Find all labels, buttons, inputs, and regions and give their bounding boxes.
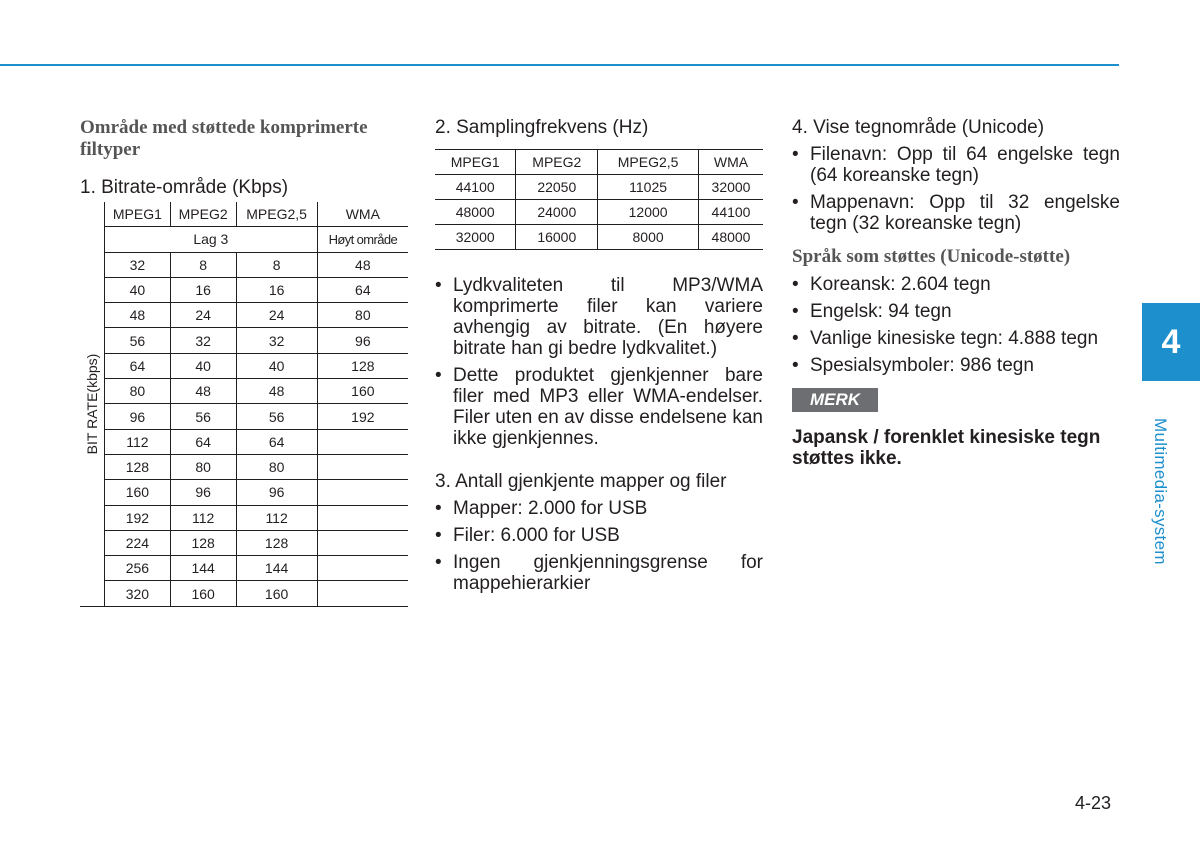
table-cell: 160 bbox=[105, 480, 171, 505]
column-2 bbox=[435, 117, 763, 600]
list-item bbox=[435, 365, 763, 449]
bullet-icon: • bbox=[792, 144, 799, 165]
table-cell: 224 bbox=[105, 530, 171, 555]
unicode-list bbox=[792, 144, 1120, 234]
bitrate-table bbox=[80, 202, 408, 607]
languages-list bbox=[792, 274, 1120, 376]
bullet-icon: • bbox=[435, 498, 442, 519]
list-item-text: Dette produktet gjenkjenner bare filer med MP3 eller WMA-endelser. Filer uten en av disse endelsene kan ikke gjenkjennes. bbox=[453, 365, 763, 449]
table-row bbox=[80, 404, 408, 429]
table-cell: 80 bbox=[317, 303, 408, 328]
column-header: MPEG1 bbox=[435, 150, 516, 175]
table-row bbox=[80, 581, 408, 606]
table-row bbox=[80, 277, 408, 302]
table-cell: 96 bbox=[317, 328, 408, 353]
list-item bbox=[435, 275, 763, 359]
table-cell: 56 bbox=[105, 328, 171, 353]
folders-subheading: 3. Antall gjenkjente mapper og filer bbox=[435, 471, 727, 492]
table-cell bbox=[317, 429, 408, 454]
table-cell: 128 bbox=[170, 530, 236, 555]
table-cell: 112 bbox=[105, 429, 171, 454]
column-header: MPEG2,5 bbox=[236, 202, 317, 227]
table-cell: 80 bbox=[105, 379, 171, 404]
chapter-tab: 4 bbox=[1142, 303, 1200, 381]
table-cell: 8 bbox=[170, 252, 236, 277]
table-cell: 32 bbox=[105, 252, 171, 277]
sampling-subheading: 2. Samplingfrekvens (Hz) bbox=[435, 117, 649, 138]
table-cell: 24 bbox=[170, 303, 236, 328]
table-cell: 64 bbox=[105, 353, 171, 378]
note-label: MERK bbox=[792, 388, 878, 412]
table-cell: 160 bbox=[317, 379, 408, 404]
table-row bbox=[435, 225, 763, 250]
bullet-icon: • bbox=[435, 275, 442, 296]
bullet-icon: • bbox=[435, 552, 442, 573]
column-header: MPEG2 bbox=[170, 202, 236, 227]
list-item bbox=[792, 355, 1120, 376]
list-item bbox=[792, 144, 1120, 186]
table-cell: 24000 bbox=[516, 200, 598, 225]
list-item bbox=[792, 301, 1120, 322]
languages-heading: Språk som støttes (Unicode-støtte) bbox=[792, 246, 1071, 267]
list-item-text: Filenavn: Opp til 64 engelske tegn (64 koreanske tegn) bbox=[810, 144, 1120, 186]
section-heading: Område med støttede komprimerte filtyper bbox=[80, 117, 368, 160]
table-cell: 8 bbox=[236, 252, 317, 277]
list-item bbox=[435, 525, 763, 546]
column-1 bbox=[80, 117, 408, 602]
table-cell: 80 bbox=[170, 454, 236, 479]
table-cell: 64 bbox=[170, 429, 236, 454]
table-cell: 48 bbox=[317, 252, 408, 277]
table-row bbox=[80, 505, 408, 530]
table-cell: 56 bbox=[170, 404, 236, 429]
table-cell: 40 bbox=[236, 353, 317, 378]
table-cell bbox=[317, 530, 408, 555]
column-header: MPEG2 bbox=[516, 150, 598, 175]
table-cell: 48000 bbox=[435, 200, 516, 225]
table-row bbox=[80, 328, 408, 353]
list-item-text: Vanlige kinesiske tegn: 4.888 tegn bbox=[810, 328, 1099, 349]
table-row bbox=[80, 379, 408, 404]
table-row bbox=[435, 200, 763, 225]
page-number: 4-23 bbox=[1075, 793, 1112, 813]
table-row bbox=[80, 480, 408, 505]
side-axis-label: BIT RATE(kbps) bbox=[84, 353, 100, 455]
column-header: WMA bbox=[317, 202, 408, 227]
unicode-subheading: 4. Vise tegnområde (Unicode) bbox=[792, 117, 1045, 138]
table-row bbox=[80, 454, 408, 479]
list-item-text: Filer: 6.000 for USB bbox=[453, 525, 620, 546]
table-cell: 32000 bbox=[435, 225, 516, 250]
table-cell: 11025 bbox=[598, 175, 699, 200]
bullet-icon: • bbox=[435, 365, 442, 386]
list-item bbox=[435, 552, 763, 594]
table-cell: 192 bbox=[317, 404, 408, 429]
table-cell: 44100 bbox=[699, 200, 763, 225]
table-cell: 64 bbox=[236, 429, 317, 454]
folders-list bbox=[435, 498, 763, 594]
table-cell: 32 bbox=[170, 328, 236, 353]
table-cell: 40 bbox=[105, 277, 171, 302]
table-cell: 64 bbox=[317, 277, 408, 302]
bullet-icon: • bbox=[435, 525, 442, 546]
side-axis-cell bbox=[80, 202, 105, 606]
list-item bbox=[792, 274, 1120, 295]
table-cell: 128 bbox=[105, 454, 171, 479]
table-subheader-row bbox=[80, 227, 408, 252]
table-cell: 56 bbox=[236, 404, 317, 429]
table-cell: 96 bbox=[170, 480, 236, 505]
table-cell: 8000 bbox=[598, 225, 699, 250]
table-header-row bbox=[435, 150, 763, 175]
bullet-icon: • bbox=[792, 355, 799, 376]
list-item-text: Mapper: 2.000 for USB bbox=[453, 498, 648, 519]
list-item bbox=[435, 498, 763, 519]
table-cell bbox=[317, 480, 408, 505]
table-header-row bbox=[80, 202, 408, 227]
table-row bbox=[80, 556, 408, 581]
list-item-text: Mappenavn: Opp til 32 engelske tegn (32 koreanske tegn) bbox=[810, 192, 1120, 234]
table-cell bbox=[317, 505, 408, 530]
list-item-text: Koreansk: 2.604 tegn bbox=[810, 274, 991, 295]
list-item-text: Spesialsymboler: 986 tegn bbox=[810, 355, 1034, 376]
table-cell bbox=[317, 454, 408, 479]
table-cell: 44100 bbox=[435, 175, 516, 200]
column-header: MPEG1 bbox=[105, 202, 171, 227]
table-cell: 48 bbox=[170, 379, 236, 404]
list-item-text: Ingen gjenkjenningsgrense for mappehierarkier bbox=[453, 552, 763, 594]
column-3 bbox=[792, 117, 1120, 469]
layer-label: Lag 3 bbox=[105, 227, 318, 252]
list-item bbox=[792, 192, 1120, 234]
table-cell: 112 bbox=[236, 505, 317, 530]
table-cell: 256 bbox=[105, 556, 171, 581]
table-cell: 16 bbox=[236, 277, 317, 302]
table-cell: 192 bbox=[105, 505, 171, 530]
table-cell: 16 bbox=[170, 277, 236, 302]
bitrate-subheading: 1. Bitrate-område (Kbps) bbox=[80, 177, 289, 198]
table-row bbox=[435, 175, 763, 200]
wma-range-label: Høyt område bbox=[317, 227, 408, 252]
table-cell: 24 bbox=[236, 303, 317, 328]
table-row bbox=[80, 429, 408, 454]
table-cell: 80 bbox=[236, 454, 317, 479]
table-cell: 112 bbox=[170, 505, 236, 530]
table-cell: 48 bbox=[236, 379, 317, 404]
quality-notes-list bbox=[435, 275, 763, 449]
table-row bbox=[80, 353, 408, 378]
table-row bbox=[80, 530, 408, 555]
column-header: MPEG2,5 bbox=[598, 150, 699, 175]
table-row bbox=[80, 252, 408, 277]
bullet-icon: • bbox=[792, 192, 799, 213]
table-cell: 160 bbox=[170, 581, 236, 606]
bullet-icon: • bbox=[792, 328, 799, 349]
table-cell: 128 bbox=[317, 353, 408, 378]
table-cell: 16000 bbox=[516, 225, 598, 250]
note-text: Japansk / forenklet kinesiske tegn støttes ikke. bbox=[792, 427, 1101, 469]
table-cell: 144 bbox=[236, 556, 317, 581]
table-cell: 32000 bbox=[699, 175, 763, 200]
bullet-icon: • bbox=[792, 274, 799, 295]
table-cell: 32 bbox=[236, 328, 317, 353]
table-cell: 22050 bbox=[516, 175, 598, 200]
column-header: WMA bbox=[699, 150, 763, 175]
sampling-table bbox=[435, 149, 763, 250]
table-cell bbox=[317, 556, 408, 581]
table-cell: 96 bbox=[105, 404, 171, 429]
table-cell: 160 bbox=[236, 581, 317, 606]
table-cell: 48 bbox=[105, 303, 171, 328]
table-cell: 144 bbox=[170, 556, 236, 581]
table-cell: 12000 bbox=[598, 200, 699, 225]
bullet-icon: • bbox=[792, 301, 799, 322]
table-cell: 96 bbox=[236, 480, 317, 505]
top-rule bbox=[0, 64, 1119, 66]
table-cell: 320 bbox=[105, 581, 171, 606]
table-cell: 48000 bbox=[699, 225, 763, 250]
list-item-text: Engelsk: 94 tegn bbox=[810, 301, 952, 322]
table-cell: 128 bbox=[236, 530, 317, 555]
table-cell bbox=[317, 581, 408, 606]
list-item-text: Lydkvaliteten til MP3/WMA komprimerte filer kan variere avhengig av bitrate. (En høyere bitrate han gi bedre lydkvalitet.) bbox=[453, 275, 763, 359]
table-cell: 40 bbox=[170, 353, 236, 378]
table-row bbox=[80, 303, 408, 328]
chapter-title: Multimedia-system bbox=[1151, 418, 1170, 565]
list-item bbox=[792, 328, 1120, 349]
